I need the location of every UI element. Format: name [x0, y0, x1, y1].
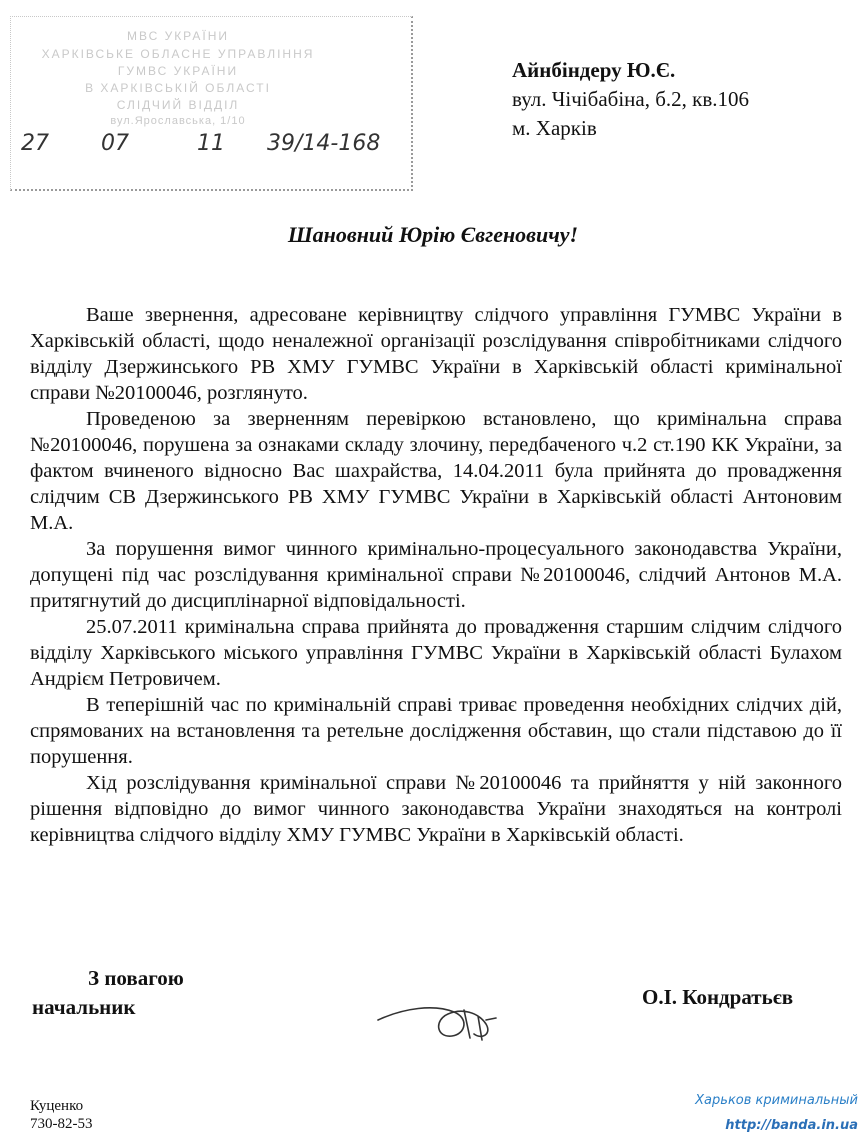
signer-name: О.І. Кондратьєв [642, 985, 794, 1009]
signature-mark [374, 990, 504, 1050]
stamp-date-day: 27 [21, 131, 49, 156]
addressee-city: м. Харків [512, 116, 597, 140]
addressee-block [512, 56, 852, 143]
stamp-line: ХАРКІВСЬКЕ ОБЛАСНЕ УПРАВЛІННЯ [41, 47, 315, 61]
paragraph: В теперішній час по кримінальній справі триває проведення необхідних слідчих дій, спрямованих на встановлення та ретельне дослідження обставин, що стали підставою до її порушення. [30, 694, 842, 768]
stamp-date-year: 11 [197, 131, 225, 156]
stamp-date-month: 07 [101, 131, 129, 156]
addressee-street: вул. Чічібабіна, б.2, кв.106 [512, 87, 750, 111]
stamp-line: МВС УКРАЇНИ [126, 29, 230, 43]
paragraph: Ваше звернення, адресоване керівництву слідчого управління ГУМВС України в Харківській області, щодо неналежної організації розслідування співробітниками слідчого відділу Дзержинського РВ ХМУ ГУМВС України в Харківській області кримінальної справи №20100046, розглянуто. [30, 304, 842, 404]
watermark-site-name: Харьков криминальный [695, 1093, 858, 1108]
stamp-line: ГУМВС УКРАЇНИ [117, 64, 239, 78]
closing-regards: З повагою [88, 966, 184, 990]
paragraph: За порушення вимог чинного кримінально-процесуального законодавства України, допущені під час розслідування кримінальної справи №20100046, слідчий Антонов М.А. притягнутий до дисциплінарної відповідальності. [30, 538, 842, 612]
executor-name: Куценко [30, 1098, 84, 1114]
salutation: Шановний Юрію Євгеновичу! [287, 222, 579, 247]
site-watermark [695, 1088, 858, 1138]
closing-position: начальник [32, 995, 136, 1019]
watermark-url[interactable]: http://banda.in.ua [725, 1118, 858, 1133]
letter-body [30, 302, 842, 848]
registration-stamp [10, 16, 413, 191]
closing-block [32, 964, 184, 1022]
stamp-line: В ХАРКІВСЬКІЙ ОБЛАСТІ [85, 81, 271, 95]
paragraph: Хід розслідування кримінальної справи №20100046 та прийняття у ній законного рішення відповідно до вимог чинного законодавства України знаходяться на контролі керівництва слідчого відділу ХМУ ГУМВС України в Харківській області. [30, 772, 842, 846]
paragraph: Проведеною за зверненням перевіркою встановлено, що кримінальна справа №20100046, порушена за ознаками складу злочину, передбаченого ч.2 ст.190 КК України, за фактом вчиненого відносно Вас шахрайства, 14.04.2011 була прийнята до провадження слідчим СВ Дзержинського РВ ХМУ ГУМВС України в Харківській області Антоновим М.А. [30, 408, 842, 534]
stamp-line: СЛІДЧИЙ ВІДДІЛ [116, 98, 240, 112]
executor-phone: 730-82-53 [30, 1116, 93, 1132]
stamp-reg-number: 39/14-168 [267, 131, 381, 156]
addressee-name: Айнбіндеру Ю.Є. [512, 58, 676, 82]
executor-block [30, 1097, 93, 1133]
paragraph: 25.07.2011 кримінальна справа прийнята до провадження старшим слідчим слідчого відділу Харківського міського управління ГУМВС України в Харківській області Булахом Андрієм Петровичем. [30, 616, 842, 690]
stamp-line: вул.Ярославська, 1/10 [110, 115, 246, 127]
